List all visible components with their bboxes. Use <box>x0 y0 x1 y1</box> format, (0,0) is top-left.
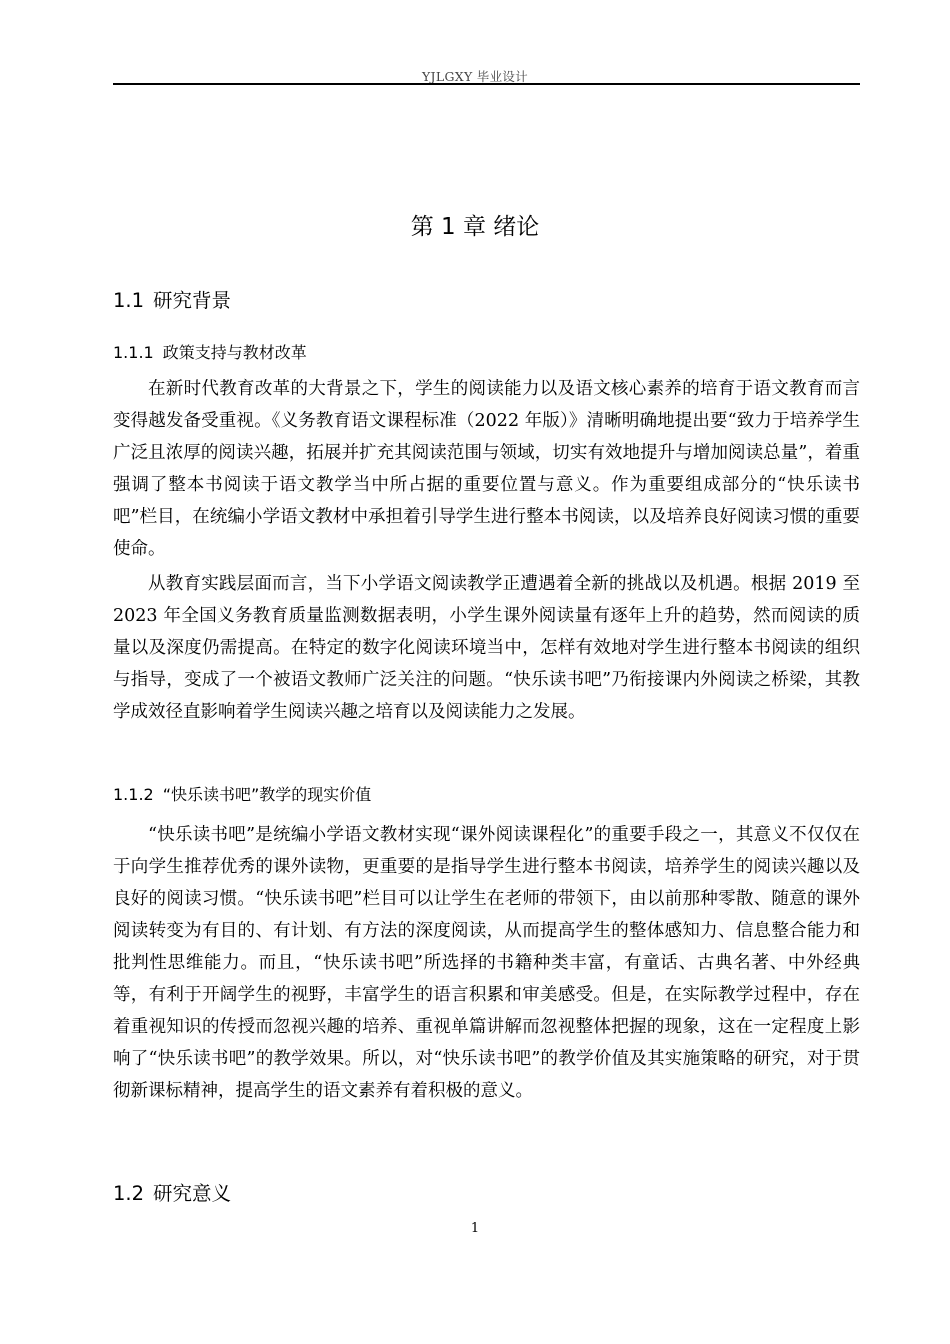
header-rule <box>113 83 860 85</box>
paragraph-value: “快乐读书吧”是统编小学语文教材实现“课外阅读课程化”的重要手段之一，其意义不仅仅在于向学生推荐优秀的课外读物，更重要的是指导学生进行整本书阅读，培养学生的阅读兴趣以及良好的阅读习惯。“快乐读书吧”栏目可以让学生在老师的带领下，由以前那种零散、随意的课外阅读转变为有目的、有计划、有方法的深度阅读，从而提高学生的整体感知力、信息整合能力和批判性思维能力。而且，“快乐读书吧”所选择的书籍种类丰富，有童话、古典名著、中外经典等，有利于开阔学生的视野，丰富学生的语言积累和审美感受。但是，在实际教学过程中，存在着重视知识的传授而忽视兴趣的培养、重视单篇讲解而忽视整体把握的现象，这在一定程度上影响了“快乐读书吧”的教学效果。所以，对“快乐读书吧”的教学价值及其实施策略的研究，对于贯彻新课标精神，提高学生的语文素养有着积极的意义。 <box>113 825 860 1101</box>
subsection-number: 1.1.2 <box>113 785 154 804</box>
section-title: 研究意义 <box>153 1182 232 1205</box>
chapter-title: 第 1 章 绪论 <box>410 214 540 240</box>
subsection-heading-1-1-2 <box>113 782 371 805</box>
section-number: 1.1 <box>113 289 145 312</box>
page-header: YJLGXY 毕业设计 <box>422 69 528 84</box>
section-number: 1.2 <box>113 1182 145 1205</box>
paragraph-practice: 从教育实践层面而言，当下小学语文阅读教学正遭遇着全新的挑战以及机遇。根据 2019 至 2023 年全国义务教育质量监测数据表明，小学生课外阅读量有逐年上升的趋势，然而阅读的质量以及深度仍需提高。在特定的数字化阅读环境当中，怎样有效地对学生进行整本书阅读的组织与指导，变成了一个被语文教师广泛关注的问题。“快乐读书吧”乃衔接课内外阅读之桥梁，其教学成效径直影响着学生阅读兴趣之培育以及阅读能力之发展。 <box>113 574 860 722</box>
subsection-title: 政策支持与教材改革 <box>162 343 307 362</box>
subsection-title: “快乐读书吧”教学的现实价值 <box>162 785 372 804</box>
page-number: 1 <box>470 1221 480 1236</box>
section-heading-1-1 <box>113 285 231 313</box>
section-title: 研究背景 <box>153 289 232 312</box>
subsection-number: 1.1.1 <box>113 343 154 362</box>
section-heading-1-2 <box>113 1178 231 1206</box>
subsection-heading-1-1-1 <box>113 340 307 363</box>
paragraph-policy: 在新时代教育改革的大背景之下，学生的阅读能力以及语文核心素养的培育于语文教育而言变得越发备受重视。《义务教育语文课程标准（2022 年版）》清晰明确地提出要“致力于培养学生广泛且浓厚的阅读兴趣，拓展并扩充其阅读范围与领域，切实有效地提升与增加阅读总量”，着重强调了整本书阅读于语文教学当中所占据的重要位置与意义。作为重要组成部分的“快乐读书吧”栏目，在统编小学语文教材中承担着引导学生进行整本书阅读，以及培养良好阅读习惯的重要使命。 <box>113 379 860 559</box>
